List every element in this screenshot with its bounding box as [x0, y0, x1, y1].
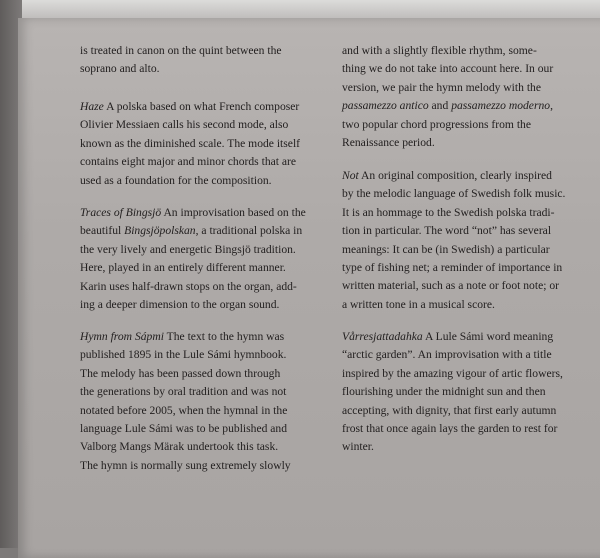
hymn-paragraph: [80, 328, 334, 475]
track-title-traces-of-bingsjo: Traces of Bingsjö: [80, 206, 162, 219]
text-line: by the melodic language of Swedish folk music.: [342, 187, 566, 201]
traces-paragraph: [80, 204, 334, 314]
hymn-continuation-paragraph: [342, 42, 600, 152]
text-line: and with a slightly flexible rhythm, some-: [342, 44, 537, 57]
text-segment: An improvisation based on the: [163, 206, 306, 219]
text-line: version, we pair the hymn melody with the: [342, 80, 541, 94]
text-line: Valborg Mangs Märak undertook this task.: [80, 440, 279, 454]
text-line: [80, 204, 334, 222]
track-title-not: Not: [342, 169, 359, 182]
text-line: winter.: [342, 440, 374, 454]
text-line: the very lively and energetic Bingsjö tradition.: [80, 242, 296, 256]
text-line: ing a deeper dimension to the organ sound.: [80, 298, 280, 312]
track-title-hymn-from-sapmi: Hymn from Sápmi: [80, 330, 164, 343]
text-line: frost that once again lays the garden to rest for: [342, 422, 558, 436]
text-line: language Lule Sámi was to be published and: [80, 422, 288, 436]
text-line: contains eight major and minor chords that are: [80, 155, 297, 169]
text-line: tion in particular. The word “not” has several: [342, 224, 552, 238]
text-line: inspired by the amazing vigour of artic flowers,: [342, 366, 563, 380]
haze-paragraph: [80, 98, 334, 190]
booklet-page-edge: [0, 0, 600, 20]
text-line: type of fishing net; a reminder of importance in: [342, 261, 563, 275]
text-line: a written tone in a musical score.: [342, 297, 495, 311]
track-title-varresjattadahka: Vårresjattadahka: [342, 330, 423, 343]
italic-term: passamezzo antico: [342, 99, 429, 113]
text-line: thing we do not take into account here. In our: [342, 62, 554, 76]
text-line: known as the diminished scale. The mode itself: [80, 136, 301, 150]
text-line: [80, 222, 334, 240]
text-line: published 1895 in the Lule Sámi hymnbook.: [80, 348, 287, 362]
text-line: two popular chord progressions from the: [342, 117, 532, 131]
text-line: notated before 2005, when the hymnal in the: [80, 403, 288, 417]
text-segment: A polska based on what French composer: [106, 100, 300, 113]
booklet-page: [18, 18, 600, 558]
text-line: “arctic garden”. An improvisation with a title: [342, 348, 552, 362]
text-line: flourishing under the midnight sun and then: [342, 385, 546, 399]
text-line: Renaissance period.: [342, 136, 435, 150]
varresjattadahka-paragraph: [342, 328, 600, 457]
text-line: [80, 98, 334, 116]
text-line: Here, played in an entirely different manner.: [80, 261, 286, 275]
text-segment: beautiful: [80, 224, 125, 238]
text-line: The melody has been passed down through: [80, 366, 281, 380]
text-line: Karin uses half-drawn stops on the organ, add-: [80, 279, 297, 293]
text-segment: , a traditional polska in: [195, 224, 303, 238]
text-segment: and: [428, 99, 452, 113]
text-line: used as a foundation for the composition.: [80, 173, 272, 187]
not-paragraph: [342, 167, 600, 314]
text-segment: ,: [550, 99, 553, 113]
text-line: [342, 167, 600, 185]
text-line: written material, such as a note or foot note; or: [342, 279, 559, 293]
text-line: the generations by oral tradition and was not: [80, 385, 287, 399]
text-line: [342, 97, 600, 115]
text-line: soprano and alto.: [80, 62, 160, 76]
text-segment: An original composition, clearly inspired: [361, 169, 552, 182]
text-line: It is an hommage to the Swedish polska tradi-: [342, 205, 555, 219]
text-line: Olivier Messiaen calls his second mode, also: [80, 118, 289, 132]
italic-term: passamezzo moderno: [451, 99, 551, 113]
text-line: is treated in canon on the quint between the: [80, 44, 282, 57]
text-segment: A Lule Sámi word meaning: [425, 330, 554, 343]
text-line: meanings: It can be (in Swedish) a particular: [342, 242, 550, 256]
intro-paragraph: [80, 42, 334, 79]
text-line: [80, 328, 334, 346]
track-title-haze: Haze: [80, 100, 104, 113]
text-line: [342, 328, 600, 346]
italic-term: Bingsjöpolskan: [124, 224, 196, 238]
text-line: The hymn is normally sung extremely slowly: [80, 458, 291, 472]
text-segment: The text to the hymn was: [166, 330, 285, 343]
text-line: accepting, with dignity, that first early autumn: [342, 403, 557, 417]
